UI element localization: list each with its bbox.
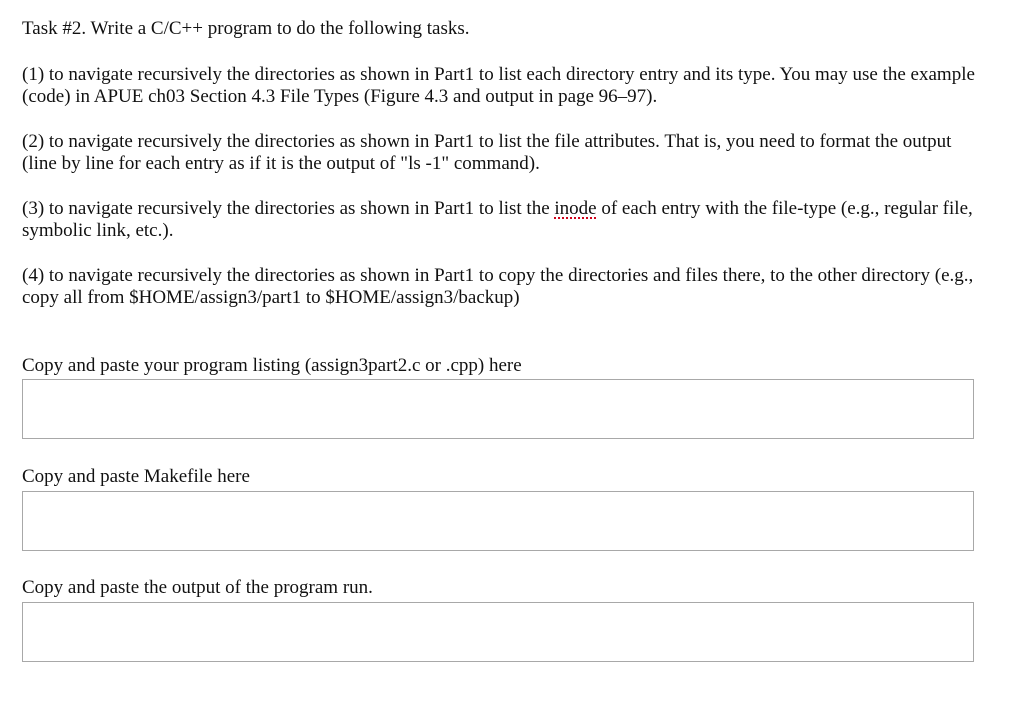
task-item-4: (4) to navigate recursively the directories as shown in Part1 to copy the directories and files there, to the other directory (e.g., copy all from $HOME/assign3/part1 to $HOME/assign3/backup) — [22, 265, 974, 308]
task-item-2: (2) to navigate recursively the directories as shown in Part1 to list the file attributes. That is, you need to format the output (line by line for each entry as if it is the output of "ls -1" command). — [22, 131, 952, 174]
program-listing-label: Copy and paste your program listing (assign3part2.c or .cpp) here — [22, 355, 522, 376]
task-title: Task #2. Write a C/C++ program to do the following tasks. — [22, 18, 470, 39]
makefile-input[interactable] — [22, 491, 974, 551]
program-output-input[interactable] — [22, 602, 974, 662]
program-listing-input[interactable] — [22, 379, 974, 439]
program-output-label: Copy and paste the output of the program run. — [22, 577, 373, 598]
makefile-label: Copy and paste Makefile here — [22, 466, 250, 487]
task-item-1: (1) to navigate recursively the directories as shown in Part1 to list each directory entry and its type. You may use the example (code) in APUE ch03 Section 4.3 File Types (Figure 4.3 and output in page 96–97). — [22, 64, 975, 107]
misspelled-word-inode[interactable]: inode — [554, 198, 597, 219]
assignment-document — [22, 18, 982, 598]
task-item-3 — [22, 198, 982, 242]
task-item-3-text-start: (3) to navigate recursively the directories as shown in Part1 to list the — [22, 198, 555, 219]
task-item-3-text-end: of each entry with the file-type (e.g., regular file, symbolic link, etc.). — [22, 198, 973, 241]
